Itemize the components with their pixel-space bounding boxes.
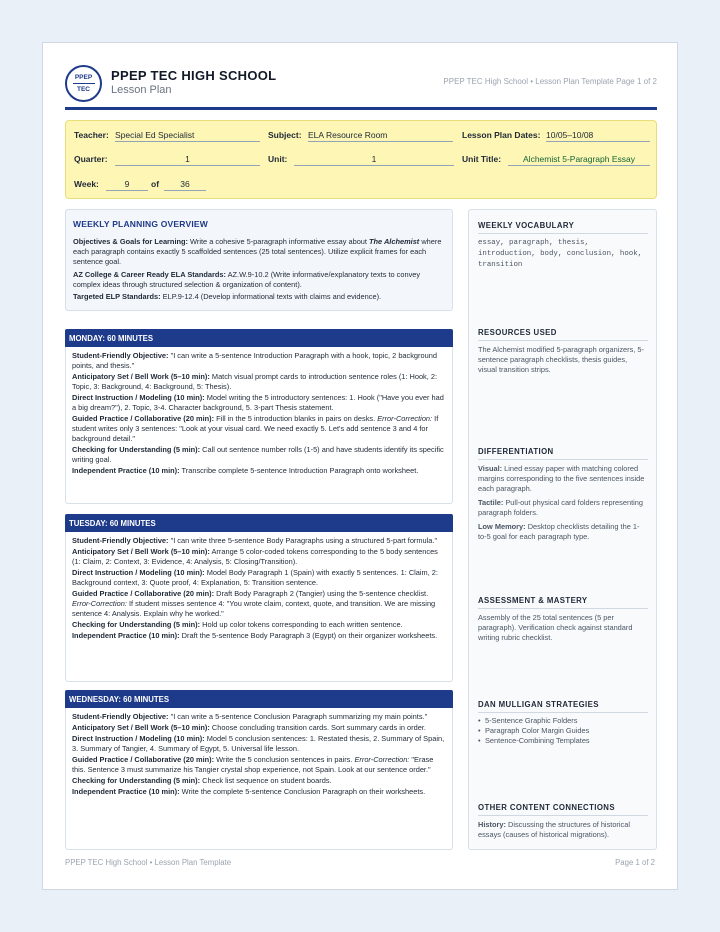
teacher-field[interactable]: Special Ed Specialist (115, 130, 260, 142)
unit-title-field[interactable]: Alchemist 5-Paragraph Essay (508, 154, 650, 166)
resources-heading: RESOURCES USED (478, 328, 648, 341)
day-anticipatory: Anticipatory Set / Bell Work (5–10 min): Match visual prompt cards to introduction sentence roles (1: Hook, 2: Topic, 3: Background, 4: Background, 5: Thesis). (72, 372, 438, 391)
unit-title-label: Unit Title: (462, 154, 502, 164)
mulligan-list (478, 716, 648, 746)
day-independent: Independent Practice (10 min): Draft the 5-sentence Body Paragraph 3 (Egypt) on their organizer worksheets. (72, 631, 438, 640)
week-total-field[interactable]: 36 (164, 179, 206, 191)
lesson-plan-page (42, 42, 678, 890)
day-independent: Independent Practice (10 min): Write the complete 5-sentence Conclusion Paragraph on their worksheets. (72, 787, 426, 796)
wednesday-section (65, 690, 453, 850)
list-item: • Sentence-Combining Templates (478, 736, 648, 746)
resources-text: The Alchemist modified 5-paragraph organizers, 5-sentence paragraph checklists, thesis guides, visual transition strips. (478, 345, 644, 374)
day-body (65, 708, 453, 850)
overview-body (73, 237, 447, 305)
header-page-info: PPEP TEC High School • Lesson Plan Template Page 1 of 2 (443, 77, 657, 86)
vocabulary-heading: WEEKLY VOCABULARY (478, 221, 648, 234)
logo-bottom-text: TEC (77, 86, 90, 93)
standards-text: AZ College & Career Ready ELA Standards: AZ.W.9-10.2 (Write informative/explanatory texts to convey complex ideas through structured selection & organization of content). (73, 269, 421, 289)
day-direct: Direct Instruction / Modeling (10 min): Model Body Paragraph 1 (Spain) with exactly 5 sentences. 1: Claim, 2: Background context, 3: Quote proof, 4: Explanation, 5: Transition sentence. (72, 568, 438, 587)
week-field[interactable]: 9 (106, 179, 148, 191)
subject-label: Subject: (268, 130, 302, 140)
week-label: Week: (74, 179, 99, 189)
day-header: MONDAY: 60 MINUTES (65, 329, 453, 347)
diff-visual: Visual: Lined essay paper with matching colored margins corresponding to the five sentences inside each paragraph. (478, 464, 645, 493)
info-panel (65, 120, 657, 199)
day-header: TUESDAY: 60 MINUTES (65, 514, 453, 532)
footer-page-number: Page 1 of 2 (615, 858, 655, 867)
mulligan-heading: DAN MULLIGAN STRATEGIES (478, 700, 648, 713)
header-rule (65, 107, 657, 110)
dates-label: Lesson Plan Dates: (462, 130, 541, 140)
content-connections-text: History: Discussing the structures of historical essays (causes of historical migrations). (478, 820, 630, 839)
logo-top-text: PPEP (74, 74, 93, 81)
logo-divider (73, 83, 95, 84)
day-check: Checking for Understanding (5 min): Hold up color tokens corresponding to each written sentence. (72, 620, 403, 629)
day-check: Checking for Understanding (5 min): Call out sentence number rolls (1-5) and have students identify its specific writing goal. (72, 445, 444, 464)
day-anticipatory: Anticipatory Set / Bell Work (5–10 min): Choose concluding transition cards. Sort summary cards in order. (72, 723, 426, 732)
sidebar-card (468, 209, 657, 850)
day-guided: Guided Practice / Collaborative (20 min): Draft Body Paragraph 2 (Tangier) using the 5-sentence checklist. Error-Correction: If student misses sentence 4: "You wrote claim, context, quote, and transition. We are missing sentence 4: Analysis. Explain why he worked." (72, 589, 436, 618)
of-label: of (151, 179, 160, 189)
day-direct: Direct Instruction / Modeling (10 min): Model 5 conclusion sentences: 1. Restated thesis, 2. Summary of Spain, 3. Summary of Tangier, 4. Summary of Egypt, 5. Universal life lesson. (72, 734, 445, 753)
differentiation-text (478, 464, 648, 546)
day-guided: Guided Practice / Collaborative (20 min): Fill in the 5 introduction blanks in pairs on desks. Error-Correction: If student writes only 3 sentences: "Look at your visual card. We need exactly 5. Let's add sentence 3 and 4 for background detail." (72, 414, 439, 443)
quarter-label: Quarter: (74, 154, 108, 164)
assessment-heading: ASSESSMENT & MASTERY (478, 596, 648, 609)
school-name: PPEP TEC HIGH SCHOOL (111, 68, 277, 83)
unit-label: Unit: (268, 154, 288, 164)
day-objective: Student-Friendly Objective: "I can write a 5-sentence Introduction Paragraph with a hook, topic, 2 background points, and thesis." (72, 351, 437, 370)
day-guided: Guided Practice / Collaborative (20 min): Write the 5 conclusion sentences in pairs. Error-Correction: "Erase this. Sentence 3 must summarize his Tangier crystal shop experience, not Spain. Look at our sentence order." (72, 755, 434, 774)
teacher-label: Teacher: (74, 130, 109, 140)
diff-tactile: Tactile: Pull-out physical card folders representing paragraph folders. (478, 498, 643, 517)
day-objective: Student-Friendly Objective: "I can write three 5-sentence Body Paragraphs using a structured 5-part formula." (72, 536, 438, 545)
day-independent: Independent Practice (10 min): Transcribe complete 5-sentence Introduction Paragraph onto worksheet. (72, 466, 419, 475)
monday-section (65, 329, 453, 504)
quarter-field[interactable]: 1 (115, 154, 260, 166)
list-item: • 5-Sentence Graphic Folders (478, 716, 648, 726)
differentiation-heading: DIFFERENTIATION (478, 447, 648, 460)
list-item: • Paragraph Color Margin Guides (478, 726, 648, 736)
day-anticipatory: Anticipatory Set / Bell Work (5–10 min): Arrange 5 color-coded tokens corresponding to the 5 body sentences (1: Claim, 2: Context, 3: Evidence, 4: Analysis, 5: Closing/Transition). (72, 547, 438, 566)
diff-memory: Low Memory: Desktop checklists detailing the 1-to-5 goal for each paragraph type. (478, 522, 640, 541)
dates-field[interactable]: 10/05–10/08 (546, 130, 650, 142)
footer-left: PPEP TEC High School • Lesson Plan Template (65, 858, 232, 867)
day-body (65, 532, 453, 682)
school-logo (65, 65, 102, 102)
document-type: Lesson Plan (111, 84, 172, 96)
day-header: WEDNESDAY: 60 MINUTES (65, 690, 453, 708)
overview-title: WEEKLY PLANNING OVERVIEW (73, 219, 208, 229)
subject-field[interactable]: ELA Resource Room (308, 130, 453, 142)
unit-field[interactable]: 1 (294, 154, 454, 166)
day-direct: Direct Instruction / Modeling (10 min): Model writing the 5 introductory sentences: 1. Hook ("Have you ever had a big dream?"), 2. Topic, 3-4. Character background, 5. 3-part Thesis statement. (72, 393, 444, 412)
elp-text: Targeted ELP Standards: ELP.9-12.4 (Develop informational texts with claims and evidence). (73, 292, 382, 301)
assessment-text: Assembly of the 25 total sentences (5 per paragraph). Verification check against standard writing rubric checklist. (478, 613, 633, 642)
objectives-text: Objectives & Goals for Learning: Write a cohesive 5-paragraph informative essay about The Alchemist where each paragraph contains exactly 5 scaffolded sentences (25 total sentences). Utilize explicit frames for each sentence goal. (73, 237, 442, 266)
day-check: Checking for Understanding (5 min): Check list sequence on student boards. (72, 776, 332, 785)
day-objective: Student-Friendly Objective: "I can write a 5-sentence Conclusion Paragraph summarizing my main points." (72, 712, 428, 721)
vocabulary-list: essay, paragraph, thesis, introduction, body, conclusion, hook, transition (478, 239, 643, 269)
weekly-overview-card (65, 209, 453, 311)
page-header (65, 65, 657, 109)
tuesday-section (65, 514, 453, 682)
content-connections-heading: OTHER CONTENT CONNECTIONS (478, 803, 648, 816)
day-body (65, 347, 453, 504)
